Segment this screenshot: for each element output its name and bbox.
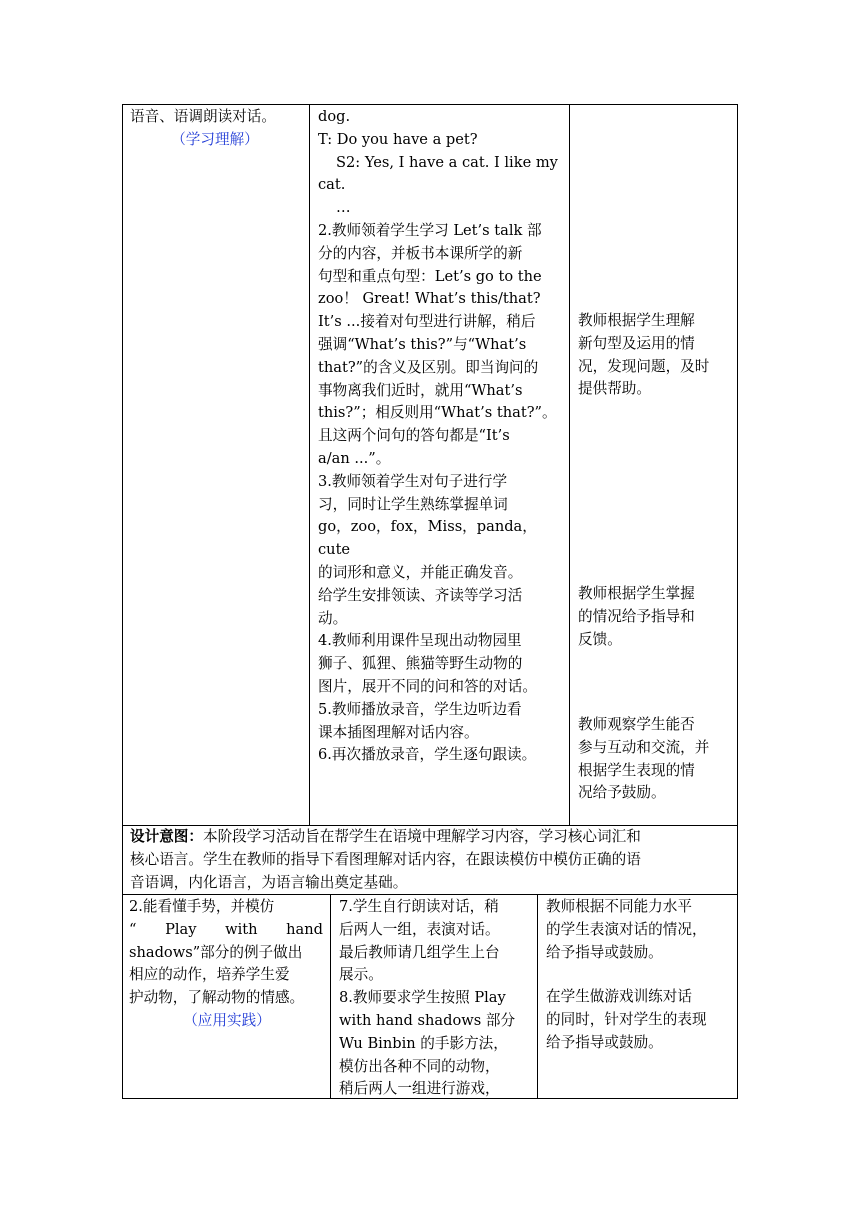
s1-activity-line: go，zoo，fox，Miss，panda，cute <box>318 518 537 559</box>
s2-evaluation-block-2 <box>546 986 734 1054</box>
s2-evaluation-block-1 <box>546 896 734 964</box>
s2-activity-line: 稍后两人一组进行游戏， <box>339 1080 500 1098</box>
s2-activity-line: 模仿出各种不同的动物， <box>339 1057 500 1075</box>
s2-activity-line: Wu Binbin 的手影方法， <box>339 1034 508 1052</box>
s1-activity-line: zoo！ Great! What’s this/that? <box>318 290 541 308</box>
s1-eval-line: 况给予鼓励。 <box>578 784 666 802</box>
s1-activity-line: 事物离我们近时，就用“What’s <box>318 381 523 399</box>
s1-eval-line: 教师观察学生能否 <box>578 716 695 733</box>
s1-eval-line: 提供帮助。 <box>578 380 651 398</box>
s2-activity-line: 7.学生自行朗读对话，稍 <box>339 898 499 915</box>
s1-activity-line: 6.再次播放录音，学生逐句跟读。 <box>318 746 537 764</box>
s1-activity-line: 狮子、狐狸、熊猫等野生动物的 <box>318 655 523 673</box>
s2-activity-cell <box>339 896 533 1101</box>
s2-objective-line: 护动物，了解动物的情感。 <box>129 989 305 1007</box>
s1-activity-line: dog. <box>318 108 351 125</box>
design-intent-text: 本阶段学习活动旨在帮学生在语境中理解学习内容，学习核心词汇和 <box>202 828 641 845</box>
divider-s2-b <box>537 894 538 1099</box>
design-intent-text: 音语调，内化语言，为语言输出奠定基础。 <box>130 873 408 891</box>
s1-eval-line: 新句型及运用的情 <box>578 334 695 352</box>
s1-activity-line: S2: Yes, I have a cat. I like my <box>336 153 558 171</box>
s2-objective-tag: （应用实践） <box>183 1011 271 1029</box>
s1-objective-text: 语音、语调朗读对话。 <box>130 108 276 125</box>
s2-activity-line: 后两人一组，表演对话。 <box>339 920 500 938</box>
s1-eval-line: 教师根据学生理解 <box>578 312 695 329</box>
s1-evaluation-block-2 <box>578 583 734 651</box>
design-intent-text: 核心语言。学生在教师的指导下看图理解对话内容，在跟读模仿中模仿正确的语 <box>130 850 641 868</box>
s1-activity-line: 2.教师领着学生学习 Let’s talk 部 <box>318 221 542 239</box>
s1-activity-cell <box>318 106 564 767</box>
s2-objective-line: 相应的动作，培养学生爱 <box>129 966 290 984</box>
divider-s2-a <box>330 894 331 1099</box>
s2-activity-line: 展示。 <box>339 966 383 984</box>
s1-activity-line: 动。 <box>318 609 348 627</box>
s2-eval-line: 给予指导或鼓励。 <box>546 1033 663 1051</box>
s1-activity-line: 的词形和意义，并能正确发音。 <box>318 563 523 581</box>
s2-eval-line: 的学生表演对话的情况， <box>546 920 707 938</box>
s1-activity-line: 句型和重点句型：Let’s go to the <box>318 267 542 285</box>
s2-eval-line: 在学生做游戏训练对话 <box>546 988 692 1005</box>
s2-eval-line: 给予指导或鼓励。 <box>546 943 663 961</box>
design-intent-label: 设计意图： <box>130 828 203 845</box>
s1-activity-line: 5.教师播放录音，学生边听边看 <box>318 700 522 718</box>
s2-objective-line: 2.能看懂手势，并模仿 <box>129 898 275 915</box>
design-intent-cell <box>130 826 734 894</box>
s2-objective-cell <box>129 896 325 1033</box>
s2-activity-line: 8.教师要求学生按照 Play <box>339 989 506 1007</box>
divider-s1-b <box>569 104 570 825</box>
s1-evaluation-block-3 <box>578 714 734 805</box>
s1-activity-line: that?”的含义及区别。即当询问的 <box>318 358 539 376</box>
s1-activity-line: T: Do you have a pet? <box>318 130 478 148</box>
s1-activity-line: 4.教师利用课件呈现出动物园里 <box>318 632 522 650</box>
s1-activity-line: 课本插图理解对话内容。 <box>318 723 479 741</box>
s1-eval-line: 参与互动和交流，并 <box>578 738 710 756</box>
s1-objective-tag: （学习理解） <box>171 130 259 148</box>
s2-objective-line: shadows”部分的例子做出 <box>129 943 303 961</box>
s1-activity-line: … <box>336 199 351 217</box>
s1-eval-line: 况，发现问题，及时 <box>578 357 710 375</box>
s1-eval-line: 根据学生表现的情 <box>578 761 695 779</box>
s2-eval-line: 的同时，针对学生的表现 <box>546 1010 707 1028</box>
s1-activity-line: It’s ...接着对句型进行讲解，稍后 <box>318 313 536 331</box>
s1-activity-line: 习，同时让学生熟练掌握单词 <box>318 495 508 513</box>
s2-activity-line: 最后教师请几组学生上台 <box>339 943 500 961</box>
s2-eval-line: 教师根据不同能力水平 <box>546 898 692 915</box>
s1-activity-line: 且这两个问句的答句都是“It’s <box>318 427 510 445</box>
s1-eval-line: 的情况给予指导和 <box>578 607 695 625</box>
s1-eval-line: 教师根据学生掌握 <box>578 585 695 602</box>
divider-s1-a <box>309 104 310 825</box>
s2-activity-line: with hand shadows 部分 <box>339 1011 516 1029</box>
s1-eval-line: 反馈。 <box>578 630 622 648</box>
s1-objective-cell <box>130 106 306 152</box>
s1-evaluation-block-1 <box>578 310 734 401</box>
s1-activity-line: 分的内容，并板书本课所学的新 <box>318 244 523 262</box>
s1-activity-line: 强调“What’s this?”与“What’s <box>318 335 527 353</box>
s1-activity-line: 给学生安排领读、齐读等学习活 <box>318 586 523 604</box>
s2-objective-line-spread: “ Play with hand <box>129 920 323 938</box>
s1-activity-line: a/an ...”。 <box>318 449 391 467</box>
s1-activity-line: 图片，展开不同的问和答的对话。 <box>318 677 537 695</box>
s1-activity-line: cat. <box>318 176 346 194</box>
s1-activity-line: 3.教师领着学生对句子进行学 <box>318 472 508 490</box>
s1-activity-line: this?”；相反则用“What’s that?”。 <box>318 404 557 422</box>
